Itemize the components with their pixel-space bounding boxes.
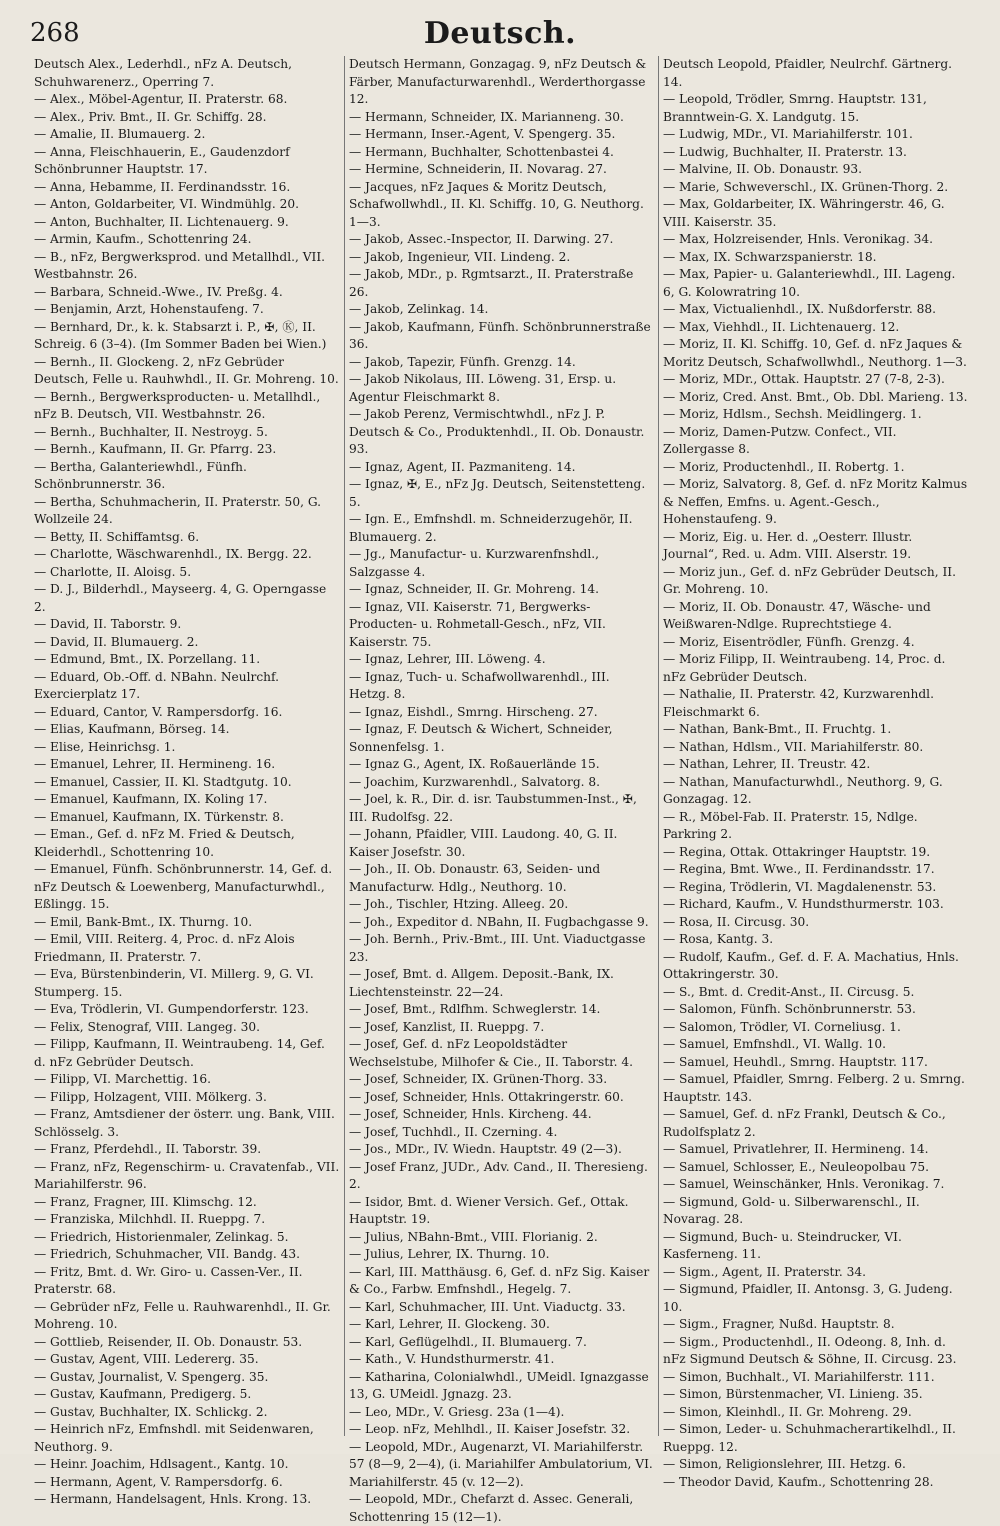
directory-entry: — Moriz, Eig. u. Her. d. „Oesterr. Illustr. Journal“, Red. u. Adm. VIII. Alserstr. 19. bbox=[663, 529, 913, 561]
directory-entry: — Joh. Bernh., Priv.-Bmt., III. Unt. Viaductgasse 23. bbox=[349, 932, 646, 964]
directory-entry: — Eman., Gef. d. nFz M. Fried & Deutsch, Kleiderhdl., Schottenring 10. bbox=[34, 827, 295, 859]
directory-entry: — Nathan, Lehrer, II. Treustr. 42. bbox=[663, 757, 871, 771]
directory-entry: — Filipp, Kaufmann, II. Weintraubeng. 14, Gef. d. nFz Gebrüder Deutsch. bbox=[34, 1037, 325, 1069]
directory-entry: — Emanuel, Kaufmann, IX. Türkenstr. 8. bbox=[34, 809, 284, 824]
directory-entry: — Samuel, Weinschänker, Hnls. Veronikag. 7. bbox=[663, 1177, 945, 1191]
directory-entry: — Moriz, MDr., Ottak. Hauptstr. 27 (7-8, 2-3). bbox=[663, 372, 945, 386]
directory-entry: — Josef, Schneider, Hnls. Ottakringerstr. 60. bbox=[349, 1089, 624, 1104]
directory-entry: — Joachim, Kurzwarenhdl., Salvatorg. 8. bbox=[349, 774, 601, 789]
directory-entry: — Ignaz, Agent, II. Pazmaniteng. 14. bbox=[349, 459, 576, 474]
directory-entry: — D. J., Bilderhdl., Mayseerg. 4, G. Operngasse 2. bbox=[34, 582, 327, 614]
directory-entry: — Salomon, Trödler, VI. Corneliusg. 1. bbox=[663, 1019, 901, 1034]
directory-entry: — Nathan, Hdlsm., VII. Mariahilferstr. 80. bbox=[663, 739, 924, 754]
directory-entry: — Alex., Möbel-Agentur, II. Praterstr. 68. bbox=[34, 92, 288, 106]
directory-entry: — Samuel, Pfaidler, Smrng. Felberg. 2 u. Smrng. Hauptstr. 143. bbox=[663, 1072, 965, 1104]
directory-entry: — Karl, Geflügelhdl., II. Blumauerg. 7. bbox=[349, 1334, 587, 1349]
directory-entry: — Leo, MDr., V. Griesg. 23a (1—4). bbox=[349, 1404, 565, 1419]
directory-entry: — Franz, Fragner, III. Klimschg. 12. bbox=[34, 1194, 257, 1209]
directory-entry: — Ignaz, F. Deutsch & Wichert, Schneider, Sonnenfelsg. 1. bbox=[349, 722, 613, 754]
directory-entry: — Ignaz G., Agent, IX. Roßauerlände 15. bbox=[349, 757, 600, 771]
directory-entry: — Hermann, Inser.-Agent, V. Spengerg. 35. bbox=[349, 127, 616, 141]
directory-entry: — B., nFz, Bergwerksprod. und Metallhdl., VII. Westbahnstr. 26. bbox=[34, 249, 326, 281]
directory-entry: — Hermann, Buchhalter, Schottenbastei 4. bbox=[349, 144, 614, 159]
directory-entry: — Joel, k. R., Dir. d. isr. Taubstummen-Inst., ✠, III. Rudolfsg. 22. bbox=[349, 792, 637, 824]
directory-entry: — Rosa, Kantg. 3. bbox=[663, 932, 774, 946]
directory-entry: — Regina, Ottak. Ottakringer Hauptstr. 19. bbox=[663, 844, 931, 859]
directory-entry: — Jakob, Zelinkag. 14. bbox=[349, 302, 489, 316]
directory-entry: — Charlotte, II. Aloisg. 5. bbox=[34, 564, 192, 579]
directory-entry: Deutsch Leopold, Pfaidler, Neulrchf. Gärtnerg. 14. bbox=[663, 57, 953, 89]
directory-entry: — Simon, Kleinhdl., II. Gr. Mohreng. 29. bbox=[663, 1404, 912, 1419]
directory-entry: — Bernh., II. Glockeng. 2, nFz Gebrüder Deutsch, Felle u. Rauhwhdl., II. Gr. Mohreng. 10. bbox=[34, 354, 339, 386]
directory-entry: — Emanuel, Cassier, II. Kl. Stadtgutg. 10. bbox=[34, 774, 292, 789]
directory-entry: — Jakob, Ingenieur, VII. Lindeng. 2. bbox=[349, 249, 571, 264]
directory-entry: — Marie, Schweverschl., IX. Grünen-Thorg. 2. bbox=[663, 179, 949, 194]
directory-entry: — Emil, Bank-Bmt., IX. Thurng. 10. bbox=[34, 914, 253, 929]
directory-entry: — Sigm., Agent, II. Praterstr. 34. bbox=[663, 1264, 866, 1279]
directory-entry: — Bertha, Galanteriewhdl., Fünfh. Schönbrunnerstr. 36. bbox=[34, 459, 247, 491]
directory-entry: — Moriz, II. Kl. Schiffg. 10, Gef. d. nFz Jaques & Moritz Deutsch, Schafwollwhdl., Neuthorg. 1—3. bbox=[663, 337, 967, 369]
directory-entry: — Bernh., Kaufmann, II. Gr. Pfarrg. 23. bbox=[34, 442, 277, 456]
directory-entry: — Emil, VIII. Reiterg. 4, Proc. d. nFz Alois Friedmann, II. Praterstr. 7. bbox=[34, 932, 295, 964]
directory-entry: — Hermine, Schneiderin, II. Novarag. 27. bbox=[349, 162, 607, 176]
directory-entry: — Bernhard, Dr., k. k. Stabsarzt i. P., ✠, Ⓚ, II. Schreig. 6 (3–4). (Im Sommer Baden bei Wien.) bbox=[34, 319, 327, 351]
directory-entry: — Emanuel, Kaufmann, IX. Koling 17. bbox=[34, 792, 268, 806]
directory-entry: — Leopold, Trödler, Smrng. Hauptstr. 131, Branntwein-G. X. Landgutg. 15. bbox=[663, 92, 927, 124]
directory-entry: — Moriz jun., Gef. d. nFz Gebrüder Deutsch, II. Gr. Mohreng. 10. bbox=[663, 564, 956, 596]
directory-entry: — Max, Victualienhdl., IX. Nußdorferstr. 88. bbox=[663, 302, 936, 316]
directory-entry: — S., Bmt. d. Credit-Anst., II. Circusg. 5. bbox=[663, 984, 915, 999]
directory-entry: — Sigm., Fragner, Nußd. Hauptstr. 8. bbox=[663, 1317, 895, 1331]
directory-entry: — Jg., Manufactur- u. Kurzwarenfnshdl., Salzgasse 4. bbox=[349, 547, 600, 579]
directory-entry: Deutsch Alex., Lederhdl., nFz A. Deutsch, Schuhwarenerz., Operring 7. bbox=[34, 57, 292, 89]
directory-entry: — Felix, Stenograf, VIII. Langeg. 30. bbox=[34, 1019, 260, 1034]
directory-entry: — Benjamin, Arzt, Hohenstaufeng. 7. bbox=[34, 302, 264, 316]
directory-entry: — Gustav, Agent, VIII. Ledererg. 35. bbox=[34, 1352, 259, 1366]
directory-entry: — Ludwig, Buchhalter, II. Praterstr. 13. bbox=[663, 144, 907, 159]
directory-entry: — Emanuel, Lehrer, II. Hermineng. 16. bbox=[34, 757, 276, 771]
directory-entry: — Moriz, Productenhdl., II. Robertg. 1. bbox=[663, 459, 905, 474]
directory-entry: — Eduard, Cantor, V. Rampersdorfg. 16. bbox=[34, 704, 283, 719]
directory-entry: — Josef Franz, JUDr., Adv. Cand., II. Theresieng. 2. bbox=[349, 1159, 648, 1191]
directory-entry: — Nathalie, II. Praterstr. 42, Kurzwarenhdl. Fleischmarkt 6. bbox=[663, 687, 934, 719]
directory-entry: — Elise, Heinrichsg. 1. bbox=[34, 739, 176, 754]
directory-entry: — Friedrich, Historienmaler, Zelinkag. 5. bbox=[34, 1229, 289, 1244]
directory-entry: — Joh., Tischler, Htzing. Alleeg. 20. bbox=[349, 897, 569, 911]
directory-entry: — Anna, Hebamme, II. Ferdinandsstr. 16. bbox=[34, 179, 291, 194]
directory-entry: — Nathan, Manufacturwhdl., Neuthorg. 9, G. Gonzagag. 12. bbox=[663, 774, 943, 806]
page-title: Deutsch. bbox=[423, 16, 577, 51]
directory-entry: — Heinr. Joachim, Hdlsagent., Kantg. 10. bbox=[34, 1457, 289, 1471]
directory-entry: — Edmund, Bmt., IX. Porzellang. 11. bbox=[34, 652, 261, 666]
directory-entry: — Filipp, VI. Marchettig. 16. bbox=[34, 1072, 212, 1086]
directory-entry: — Leop. nFz, Mehlhdl., II. Kaiser Josefstr. 32. bbox=[349, 1422, 631, 1436]
directory-entry: — Jos., MDr., IV. Wiedn. Hauptstr. 49 (2—3). bbox=[349, 1142, 622, 1156]
directory-entry: — Leopold, MDr., Chefarzt d. Assec. Generali, Schottenring 15 (12—1). bbox=[349, 1492, 634, 1524]
directory-entry: — Rosa, II. Circusg. 30. bbox=[663, 914, 810, 929]
directory-entry: — Jakob, Kaufmann, Fünfh. Schönbrunnerstraße 36. bbox=[349, 319, 651, 351]
directory-entry: — Simon, Religionslehrer, III. Hetzg. 6. bbox=[663, 1457, 906, 1471]
directory-entry: — Gebrüder nFz, Felle u. Rauhwarenhdl., II. Gr. Mohreng. 10. bbox=[34, 1299, 331, 1331]
directory-entry: — Ignaz, Eishdl., Smrng. Hirscheng. 27. bbox=[349, 704, 598, 719]
directory-entry: — Hermann, Schneider, IX. Marianneng. 30. bbox=[349, 109, 624, 124]
directory-entry: — Katharina, Colonialwhdl., UMeidl. Ignazgasse 13, G. UMeidl. Jgnazg. 23. bbox=[349, 1369, 649, 1401]
directory-entry: — Bernh., Bergwerksproducten- u. Metallhdl., nFz B. Deutsch, VII. Westbahnstr. 26. bbox=[34, 389, 321, 421]
directory-entry: — Theodor David, Kaufm., Schottenring 28. bbox=[663, 1474, 934, 1489]
directory-entry: — Elias, Kaufmann, Börseg. 14. bbox=[34, 722, 230, 736]
directory-entry: — Moriz, Eisentrödler, Fünfh. Grenzg. 4. bbox=[663, 634, 915, 649]
directory-entry: — David, II. Blumauerg. 2. bbox=[34, 634, 199, 649]
directory-entry: — Regina, Bmt. Wwe., II. Ferdinandsstr. 17. bbox=[663, 862, 935, 876]
directory-entry: — Sigmund, Gold- u. Silberwarenschl., II. Novarag. 28. bbox=[663, 1194, 920, 1226]
columns bbox=[30, 56, 974, 1524]
directory-entry: — Josef, Bmt., Rdlfhm. Schweglerstr. 14. bbox=[349, 1002, 601, 1016]
directory-entry: — Moriz, Cred. Anst. Bmt., Ob. Dbl. Marieng. 13. bbox=[663, 389, 968, 404]
directory-entry: — Joh., Expeditor d. NBahn, II. Fugbachgasse 9. bbox=[349, 914, 649, 929]
directory-entry: — Simon, Bürstenmacher, VI. Linieng. 35. bbox=[663, 1387, 923, 1401]
directory-entry: — Jakob, Assec.-Inspector, II. Darwing. 27. bbox=[349, 232, 614, 246]
directory-entry: — Heinrich nFz, Emfnshdl. mit Seidenwaren, Neuthorg. 9. bbox=[34, 1422, 314, 1454]
column-2 bbox=[344, 56, 658, 1524]
directory-entry: — Josef, Schneider, Hnls. Kircheng. 44. bbox=[349, 1107, 592, 1121]
directory-entry: — Jakob Perenz, Vermischtwhdl., nFz J. P. Deutsch & Co., Produktenhdl., II. Ob. Donaustr. 93. bbox=[349, 407, 645, 456]
directory-entry: — Ignaz, ✠, E., nFz Jg. Deutsch, Seitenstetteng. 5. bbox=[349, 477, 646, 509]
directory-entry: — Josef, Schneider, IX. Grünen-Thorg. 33. bbox=[349, 1072, 608, 1086]
directory-entry: — Ignaz, VII. Kaiserstr. 71, Bergwerks-Producten- u. Rohmetall-Gesch., nFz, VII. Kaiserstr. 75. bbox=[349, 599, 606, 649]
directory-entry: — Malvine, II. Ob. Donaustr. 93. bbox=[663, 162, 863, 176]
directory-entry: — Filipp, Holzagent, VIII. Mölkerg. 3. bbox=[34, 1089, 267, 1104]
directory-entry: — Amalie, II. Blumauerg. 2. bbox=[34, 127, 206, 141]
directory-entry: — Jakob, Tapezir, Fünfh. Grenzg. 14. bbox=[349, 354, 576, 369]
directory-entry: — Max, Papier- u. Galanteriewhdl., III. Lageng. 6, G. Kolowratring 10. bbox=[663, 267, 956, 299]
directory-entry: — Karl, Lehrer, II. Glockeng. 30. bbox=[349, 1317, 550, 1331]
directory-entry: — Ignaz, Lehrer, III. Löweng. 4. bbox=[349, 652, 546, 666]
directory-entry: — Ignaz, Tuch- u. Schafwollwarenhdl., III. Hetzg. 8. bbox=[349, 669, 610, 701]
directory-entry: — Samuel, Privatlehrer, II. Hermineng. 14. bbox=[663, 1142, 929, 1156]
directory-entry: — Gottlieb, Reisender, II. Ob. Donaustr. 53. bbox=[34, 1334, 303, 1349]
directory-entry: — Julius, Lehrer, IX. Thurng. 10. bbox=[349, 1247, 550, 1261]
directory-entry: — Joh., II. Ob. Donaustr. 63, Seiden- und Manufacturw. Hdlg., Neuthorg. 10. bbox=[349, 862, 601, 894]
directory-entry: — Samuel, Emfnshdl., VI. Wallg. 10. bbox=[663, 1037, 887, 1051]
directory-entry: — David, II. Taborstr. 9. bbox=[34, 617, 182, 631]
directory-entry: — Leopold, MDr., Augenarzt, VI. Mariahilferstr. 57 (8—9, 2—4), (i. Mariahilfer Ambulatorium, VI. Mariahilferstr. 45 (v. 12—2). bbox=[349, 1439, 653, 1489]
directory-entry: — Moriz, Damen-Putzw. Confect., VII. Zollergasse 8. bbox=[663, 424, 897, 456]
directory-entry: — Max, Goldarbeiter, IX. Währingerstr. 46, G. VIII. Kaiserstr. 35. bbox=[663, 197, 945, 229]
directory-entry: — Julius, NBahn-Bmt., VIII. Florianig. 2. bbox=[349, 1229, 598, 1244]
directory-entry: — Karl, Schuhmacher, III. Unt. Viaductg. 33. bbox=[349, 1299, 626, 1314]
directory-entry: — Josef, Bmt. d. Allgem. Deposit.-Bank, IX. Liechtensteinstr. 22—24. bbox=[349, 967, 614, 999]
directory-entry: — Moriz Filipp, II. Weintraubeng. 14, Proc. d. nFz Gebrüder Deutsch. bbox=[663, 652, 946, 684]
directory-entry: — Hermann, Handelsagent, Hnls. Krong. 13. bbox=[34, 1492, 312, 1506]
directory-entry: — Isidor, Bmt. d. Wiener Versich. Gef., Ottak. Hauptstr. 19. bbox=[349, 1194, 629, 1226]
directory-entry: — Ign. E., Emfnshdl. m. Schneiderzugehör, II. Blumauerg. 2. bbox=[349, 512, 633, 544]
directory-entry: — Franz, Amtsdiener der österr. ung. Bank, VIII. Schlösselg. 3. bbox=[34, 1107, 335, 1139]
column-1 bbox=[30, 56, 344, 1506]
directory-entry: — R., Möbel-Fab. II. Praterstr. 15, Ndlge. Parkring 2. bbox=[663, 809, 918, 841]
directory-entry: — Bernh., Buchhalter, II. Nestroyg. 5. bbox=[34, 424, 268, 439]
directory-entry: — Hermann, Agent, V. Rampersdorfg. 6. bbox=[34, 1474, 283, 1489]
directory-entry: — Nathan, Bank-Bmt., II. Fruchtg. 1. bbox=[663, 722, 892, 736]
page-header bbox=[30, 14, 970, 50]
directory-entry: Deutsch Hermann, Gonzagag. 9, nFz Deutsch & Färber, Manufacturwarenhdl., Werderthorgasse 12. bbox=[349, 57, 647, 106]
directory-entry: — Kath., V. Hundsthurmerstr. 41. bbox=[349, 1352, 555, 1366]
directory-entry: — Ignaz, Schneider, II. Gr. Mohreng. 14. bbox=[349, 582, 600, 596]
page-number: 268 bbox=[30, 18, 80, 48]
directory-entry: — Emanuel, Fünfh. Schönbrunnerstr. 14, Gef. d. nFz Deutsch & Loewenberg, Manufacturwhdl., Eßlingg. 15. bbox=[34, 862, 333, 911]
directory-entry: — Franziska, Milchhdl. II. Rueppg. 7. bbox=[34, 1212, 266, 1226]
directory-entry: — Samuel, Gef. d. nFz Frankl, Deutsch & Co., Rudolfsplatz 2. bbox=[663, 1107, 946, 1139]
column-3 bbox=[658, 56, 972, 1489]
directory-entry: — Simon, Leder- u. Schuhmacherartikelhdl., II. Rueppg. 12. bbox=[663, 1422, 956, 1454]
directory-entry: — Eva, Bürstenbinderin, VI. Millerg. 9, G. VI. Stumperg. 15. bbox=[34, 967, 314, 999]
directory-entry: — Sigmund, Buch- u. Steindrucker, VI. Kasferneng. 11. bbox=[663, 1229, 902, 1261]
directory-entry: — Armin, Kaufm., Schottenring 24. bbox=[34, 232, 252, 246]
directory-entry: — Fritz, Bmt. d. Wr. Giro- u. Cassen-Ver., II. Praterstr. 68. bbox=[34, 1264, 303, 1296]
directory-entry: — Jacques, nFz Jaques & Moritz Deutsch, Schafwollwhdl., II. Kl. Schiffg. 10, G. Neuthorg. 1—3. bbox=[349, 179, 644, 229]
directory-entry: — Eduard, Ob.-Off. d. NBahn. Neulrchf. Exercierplatz 17. bbox=[34, 669, 279, 701]
directory-entry: — Salomon, Fünfh. Schönbrunnerstr. 53. bbox=[663, 1002, 916, 1016]
directory-entry: — Franz, Pferdehdl., II. Taborstr. 39. bbox=[34, 1142, 262, 1156]
directory-entry: — Samuel, Heuhdl., Smrng. Hauptstr. 117. bbox=[663, 1054, 928, 1069]
directory-entry: — Richard, Kaufm., V. Hundsthurmerstr. 103. bbox=[663, 897, 944, 911]
directory-entry: — Eva, Trödlerin, VI. Gumpendorferstr. 123. bbox=[34, 1002, 309, 1016]
directory-entry: — Moriz, II. Ob. Donaustr. 47, Wäsche- und Weißwaren-Ndlge. Ruprechtstiege 4. bbox=[663, 599, 931, 631]
directory-entry: — Jakob Nikolaus, III. Löweng. 31, Ersp. u. Agentur Fleischmarkt 8. bbox=[349, 372, 617, 404]
directory-entry: — Josef, Gef. d. nFz Leopoldstädter Wechselstube, Milhofer & Cie., II. Taborstr. 4. bbox=[349, 1037, 634, 1069]
directory-entry: — Charlotte, Wäschwarenhdl., IX. Bergg. 22. bbox=[34, 547, 312, 561]
directory-entry: — Barbara, Schneid.-Wwe., IV. Preßg. 4. bbox=[34, 284, 283, 299]
directory-entry: — Simon, Buchhalt., VI. Mariahilferstr. 111. bbox=[663, 1369, 935, 1384]
directory-entry: — Samuel, Schlosser, E., Neuleopolbau 75. bbox=[663, 1159, 930, 1174]
directory-entry: — Moriz, Salvatorg. 8, Gef. d. nFz Moritz Kalmus & Neffen, Emfns. u. Agent.-Gesch., Hohenstaufeng. 9. bbox=[663, 477, 968, 526]
directory-entry: — Max, IX. Schwarzspanierstr. 18. bbox=[663, 249, 877, 264]
directory-entry: — Karl, III. Matthäusg. 6, Gef. d. nFz Sig. Kaiser & Co., Farbw. Emfnshdl., Hegelg. 7. bbox=[349, 1264, 650, 1296]
directory-entry: — Gustav, Buchhalter, IX. Schlickg. 2. bbox=[34, 1404, 268, 1419]
directory-entry: — Rudolf, Kaufm., Gef. d. F. A. Machatius, Hnls. Ottakringerstr. 30. bbox=[663, 949, 959, 981]
directory-entry: — Gustav, Kaufmann, Predigerg. 5. bbox=[34, 1387, 252, 1401]
directory-entry: — Jakob, MDr., p. Rgmtsarzt., II. Praterstraße 26. bbox=[349, 267, 634, 299]
directory-entry: — Anton, Buchhalter, II. Lichtenauerg. 9. bbox=[34, 214, 289, 229]
directory-entry: — Friedrich, Schuhmacher, VII. Bandg. 43. bbox=[34, 1247, 301, 1261]
directory-entry: — Max, Holzreisender, Hnls. Veronikag. 34. bbox=[663, 232, 933, 246]
directory-entry: — Betty, II. Schiffamtsg. 6. bbox=[34, 529, 200, 544]
directory-entry: — Josef, Kanzlist, II. Rueppg. 7. bbox=[349, 1019, 545, 1034]
directory-entry: — Regina, Trödlerin, VI. Magdalenenstr. 53. bbox=[663, 879, 937, 894]
directory-entry: — Max, Viehhdl., II. Lichtenauerg. 12. bbox=[663, 319, 900, 334]
directory-entry: — Anna, Fleischhauerin, E., Gaudenzdorf Schönbrunner Hauptstr. 17. bbox=[34, 144, 290, 176]
directory-entry: — Josef, Tuchhdl., II. Czerning. 4. bbox=[349, 1124, 558, 1139]
directory-entry: — Anton, Goldarbeiter, VI. Windmühlg. 20. bbox=[34, 197, 299, 211]
directory-entry: — Alex., Priv. Bmt., II. Gr. Schiffg. 28. bbox=[34, 109, 267, 124]
directory-entry: — Gustav, Journalist, V. Spengerg. 35. bbox=[34, 1369, 269, 1384]
directory-entry: — Sigmund, Pfaidler, II. Antonsg. 3, G. Judeng. 10. bbox=[663, 1282, 953, 1314]
directory-entry: — Moriz, Hdlsm., Sechsh. Meidlingerg. 1. bbox=[663, 407, 922, 421]
directory-entry: — Ludwig, MDr., VI. Mariahilferstr. 101. bbox=[663, 127, 913, 141]
directory-entry: — Franz, nFz, Regenschirm- u. Cravatenfab., VII. Mariahilferstr. 96. bbox=[34, 1159, 340, 1191]
directory-entry: — Sigm., Productenhdl., II. Odeong. 8, Inh. d. nFz Sigmund Deutsch & Söhne, II. Circusg. 23. bbox=[663, 1334, 957, 1366]
directory-entry: — Johann, Pfaidler, VIII. Laudong. 40, G. II. Kaiser Josefstr. 30. bbox=[349, 827, 618, 859]
directory-entry: — Bertha, Schuhmacherin, II. Praterstr. 50, G. Wollzeile 24. bbox=[34, 494, 321, 526]
